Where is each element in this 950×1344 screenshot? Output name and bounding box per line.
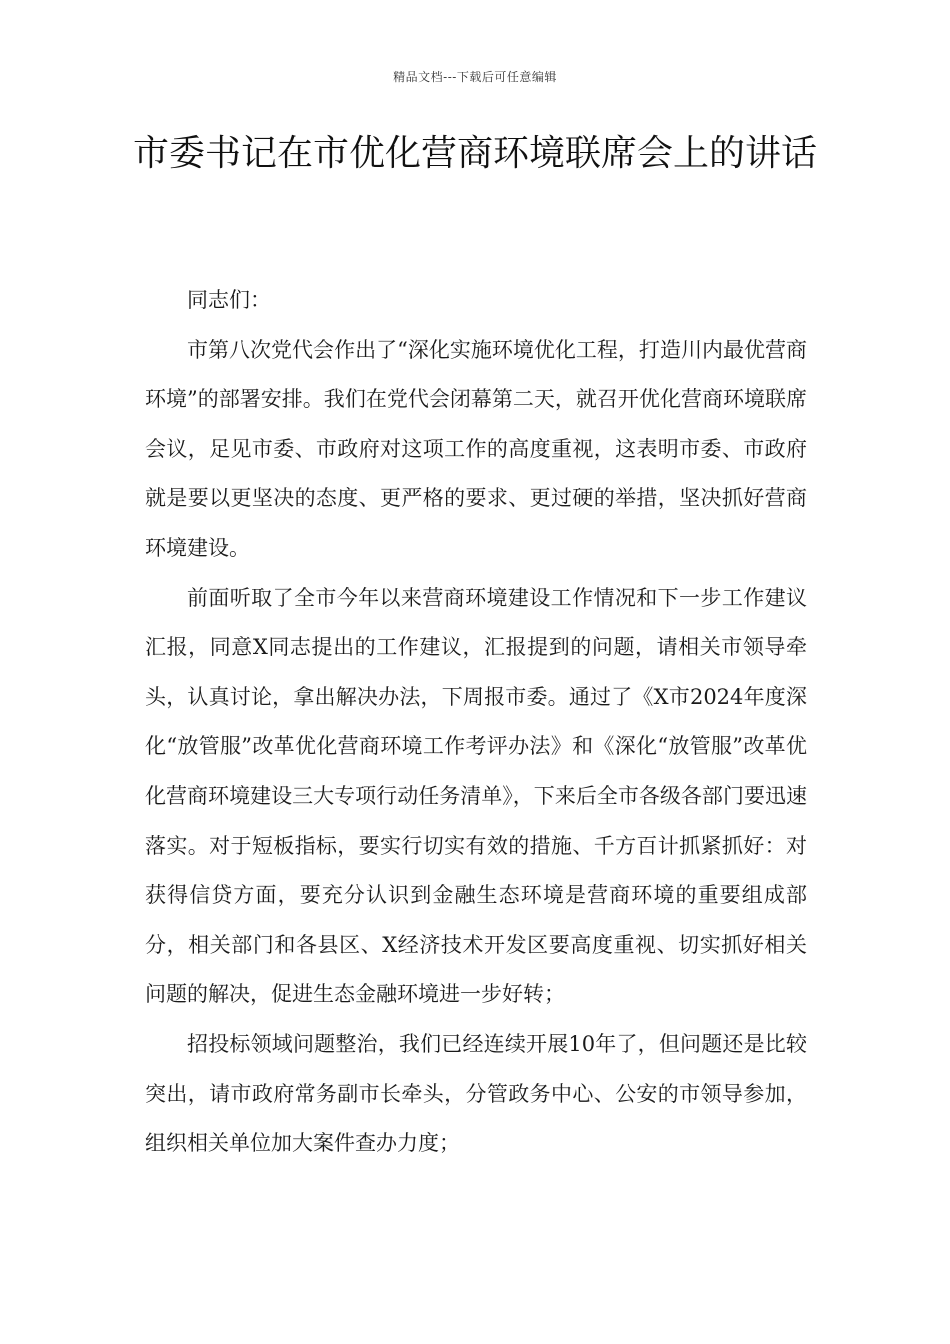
header-note: 精品文档---下载后可任意编辑 [393,70,557,84]
document-title: 市委书记在市优化营商环境联席会上的讲话 [132,133,817,174]
paragraph-3: 招投标领域问题整治，我们已经连续开展10年了，但问题还是比较突出，请市政府常务副市长牵头，分管政务中心、公安的市领导参加，组织相关单位加大案件查办力度； [145,1031,807,1156]
paragraph-2: 前面听取了全市今年以来营商环境建设工作情况和下一步工作建议汇报，同意X同志提出的工作建议，汇报提到的问题，请相关市领导牵头，认真讨论，拿出解决办法，下周报市委。通过了《X市2024年度深化“放管服”改革优化营商环境工作考评办法》和《深化“放管服”改革优化营商环境建设三大专项行动任务清单》，下来后全市各级各部门要迅速落实。对于短板指标，要实行切实有效的措施、千方百计抓紧抓好：对获得信贷方面，要充分认识到金融生态环境是营商环境的重要组成部分，相关部门和各县区、X经济技术开发区要高度重视、切实抓好相关问题的解决，促进生态金融环境进一步好转； [145,585,807,1007]
document-body [145,276,807,1169]
paragraph-1: 市第八次党代会作出了“深化实施环境优化工程，打造川内最优营商环境”的部署安排。我们在党代会闭幕第二天，就召开优化营商环境联席会议，足见市委、市政府对这项工作的高度重视，这表明市委、市政府就是要以更坚决的态度、更严格的要求、更过硬的举措，坚决抓好营商环境建设。 [145,337,807,560]
salutation: 同志们： [187,288,271,312]
